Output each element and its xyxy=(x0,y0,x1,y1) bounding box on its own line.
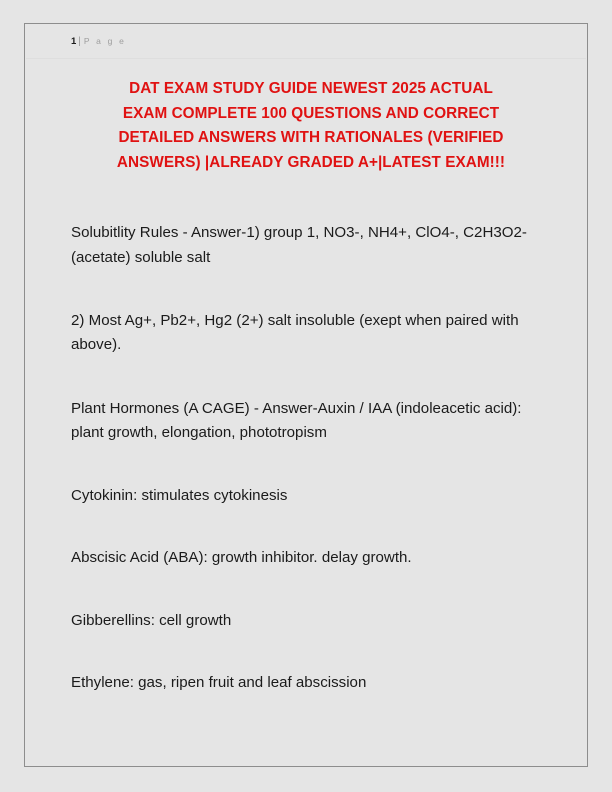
paragraph-insoluble-salts: 2) Most Ag+, Pb2+, Hg2 (2+) salt insoluble (exept when paired with above). xyxy=(71,311,519,354)
page-number: 1 xyxy=(71,36,77,47)
title-line-1: DAT EXAM STUDY GUIDE NEWEST 2025 ACTUAL xyxy=(129,80,493,97)
spacer xyxy=(71,508,551,546)
paragraph-abscisic-acid: Abscisic Acid (ABA): growth inhibitor. delay growth. xyxy=(71,549,412,567)
paragraph-cytokinin: Cytokinin: stimulates cytokinesis xyxy=(71,487,288,505)
spacer xyxy=(71,175,551,221)
page-running-header xyxy=(25,24,587,58)
paragraph-solubility-rules: Solubitlity Rules - Answer-1) group 1, NO3-, NH4+, ClO4-, C2H3O2- (acetate) soluble salt xyxy=(71,224,527,266)
spacer xyxy=(71,358,551,397)
page-header-label: P a g e xyxy=(83,36,127,46)
spacer xyxy=(71,270,551,309)
document-title xyxy=(71,68,551,175)
document-body xyxy=(71,68,551,695)
spacer xyxy=(71,633,551,671)
spacer xyxy=(71,445,551,484)
document-page xyxy=(24,23,588,767)
paragraph-plant-hormones: Plant Hormones (A CAGE) - Answer-Auxin / IAA (indoleacetic acid): plant growth, elongation, phototropism xyxy=(71,399,522,441)
header-divider xyxy=(26,58,586,59)
page-header-separator: | xyxy=(78,36,81,47)
paragraph-ethylene: Ethylene: gas, ripen fruit and leaf abscission xyxy=(71,674,367,692)
spacer xyxy=(71,571,551,609)
title-line-2: EXAM COMPLETE 100 QUESTIONS AND CORRECT xyxy=(122,104,500,122)
paragraph-gibberellins: Gibberellins: cell growth xyxy=(71,611,232,629)
page-header-inner xyxy=(71,36,587,47)
title-line-4: ANSWERS) |ALREADY GRADED A+|LATEST EXAM!!! xyxy=(116,153,506,171)
title-line-3: DETAILED ANSWERS WITH RATIONALES (VERIFIED xyxy=(118,129,504,147)
